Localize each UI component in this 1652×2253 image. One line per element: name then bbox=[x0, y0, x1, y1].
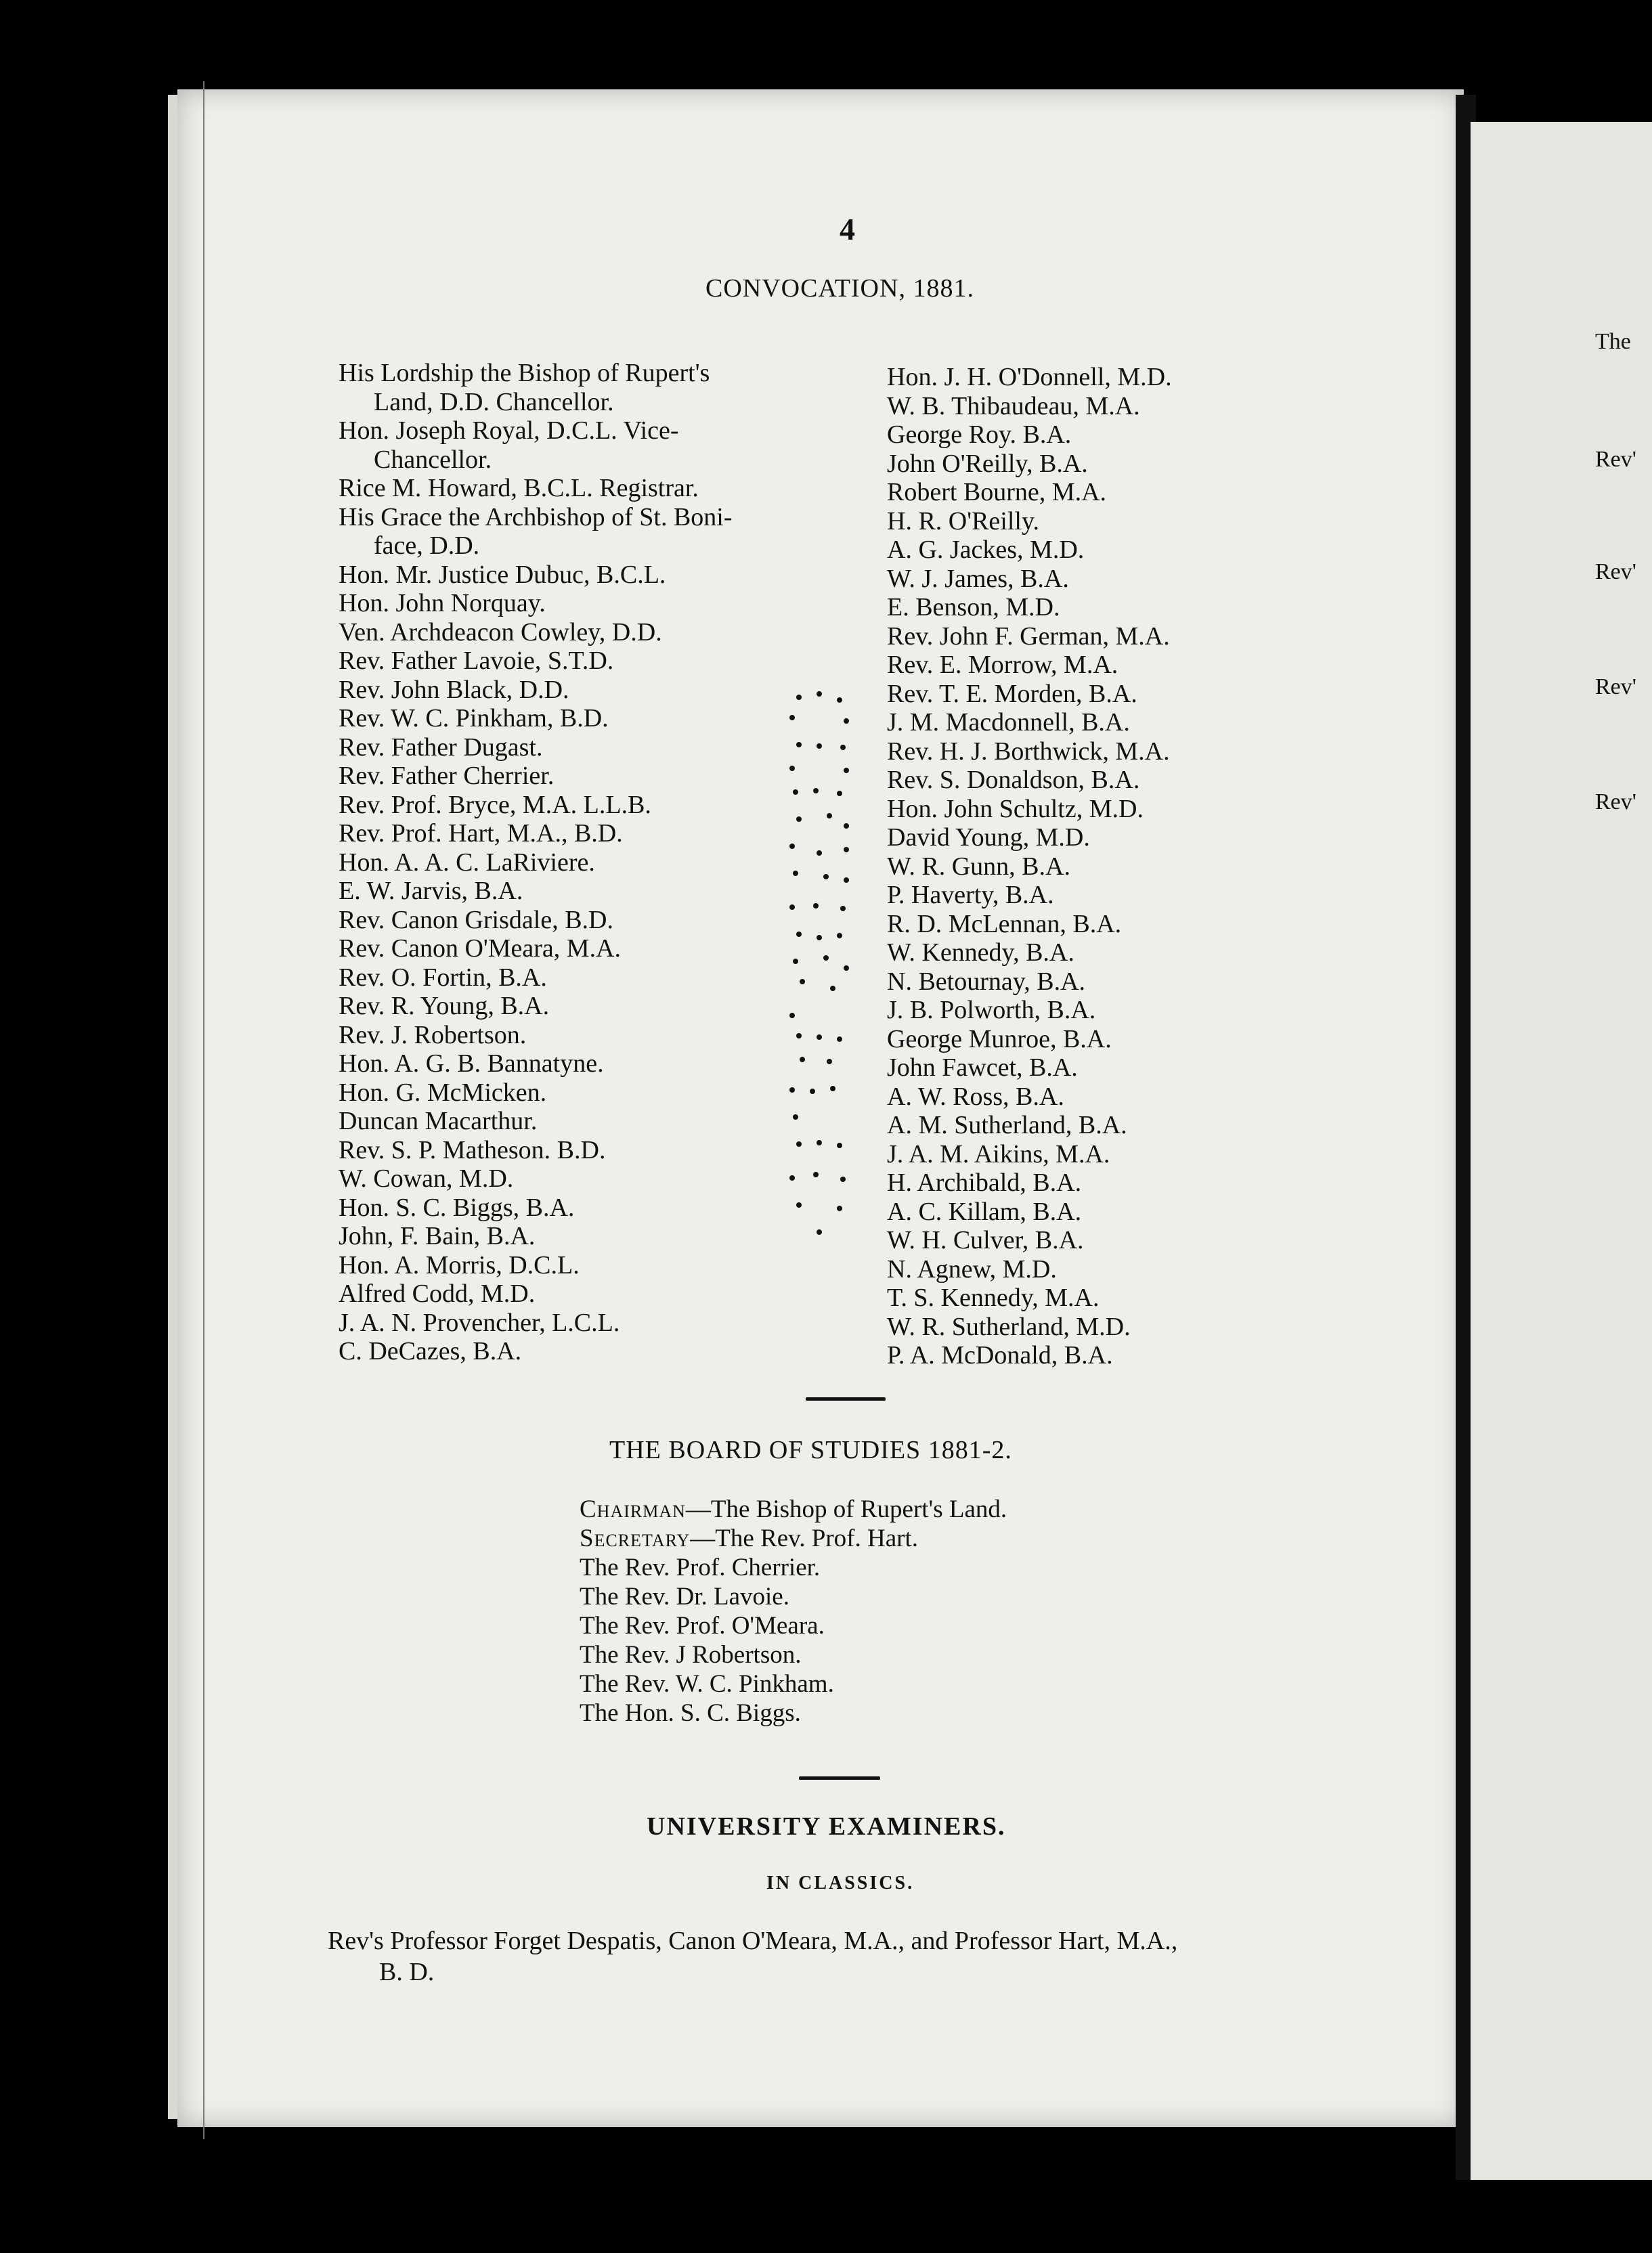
convocation-member: Hon. A. G. B. Bannatyne. bbox=[339, 1049, 604, 1078]
convocation-member: Hon. J. H. O'Donnell, M.D. bbox=[887, 363, 1172, 391]
convocation-member: R. D. McLennan, B.A. bbox=[887, 909, 1122, 938]
convocation-member: Rev. J. Robertson. bbox=[339, 1020, 527, 1049]
convocation-member: Rev. Father Dugast. bbox=[339, 732, 543, 762]
convocation-member: W. R. Sutherland, M.D. bbox=[887, 1312, 1131, 1341]
convocation-member: His Grace the Archbishop of St. Boni- bbox=[339, 502, 733, 531]
convocation-member: W. Kennedy, B.A. bbox=[887, 938, 1074, 967]
convocation-member: J. A. M. Aikins, M.A. bbox=[887, 1139, 1110, 1168]
page-number: 4 bbox=[840, 212, 855, 246]
board-of-studies-heading: THE BOARD OF STUDIES 1881-2. bbox=[609, 1436, 1012, 1464]
secretary-name: —The Rev. Prof. Hart. bbox=[690, 1525, 918, 1552]
convocation-member: Rev. Prof. Bryce, M.A. L.L.B. bbox=[339, 790, 651, 819]
board-chairman bbox=[580, 1495, 1007, 1524]
convocation-member: P. A. McDonald, B.A. bbox=[887, 1341, 1113, 1370]
convocation-member: Rev. Father Lavoie, S.T.D. bbox=[339, 647, 614, 675]
page-fold-line bbox=[203, 81, 204, 2139]
convocation-member: A. M. Sutherland, B.A. bbox=[887, 1111, 1127, 1139]
chairman-name: —The Bishop of Rupert's Land. bbox=[685, 1495, 1007, 1523]
convocation-member: Hon. Joseph Royal, D.C.L. Vice- bbox=[339, 416, 679, 445]
convocation-member: George Roy. B.A. bbox=[887, 420, 1072, 449]
convocation-member: Ven. Archdeacon Cowley, D.D. bbox=[339, 617, 662, 647]
convocation-member: A. C. Killam, B.A. bbox=[887, 1197, 1082, 1226]
convocation-member: Rev. Canon O'Meara, M.A. bbox=[339, 934, 622, 963]
convocation-member: W. Cowan, M.D. bbox=[339, 1164, 514, 1193]
convocation-member: J. B. Polworth, B.A. bbox=[887, 996, 1096, 1024]
adjacent-page bbox=[1471, 122, 1652, 2180]
board-member: The Rev. Dr. Lavoie. bbox=[580, 1583, 789, 1611]
convocation-right-column bbox=[887, 363, 1172, 1370]
convocation-member: His Lordship the Bishop of Rupert's bbox=[339, 359, 710, 387]
convocation-member: J. A. N. Provencher, L.C.L. bbox=[339, 1308, 620, 1337]
convocation-member: N. Betournay, B.A. bbox=[887, 967, 1086, 996]
convocation-member: Hon. G. McMicken. bbox=[339, 1078, 547, 1107]
convocation-member: W. H. Culver, B.A. bbox=[887, 1226, 1084, 1254]
convocation-member: W. B. Thibaudeau, M.A. bbox=[887, 391, 1140, 420]
board-member: The Rev. Prof. Cherrier. bbox=[580, 1554, 821, 1581]
chairman-label: Chairman bbox=[580, 1495, 686, 1523]
board-member: The Rev. J Robertson. bbox=[580, 1641, 802, 1669]
convocation-member: W. J. James, B.A. bbox=[887, 564, 1069, 593]
convocation-member: John, F. Bain, B.A. bbox=[339, 1222, 536, 1250]
convocation-member: A. G. Jackes, M.D. bbox=[887, 535, 1085, 564]
adjacent-page-text: Rev' bbox=[1595, 559, 1636, 584]
board-member: The Rev. Prof. O'Meara. bbox=[580, 1612, 825, 1640]
convocation-member: Robert Bourne, M.A. bbox=[887, 478, 1107, 506]
convocation-member: H. R. O'Reilly. bbox=[887, 506, 1039, 535]
section-divider bbox=[799, 1776, 880, 1780]
convocation-member: P. Haverty, B.A. bbox=[887, 881, 1054, 909]
convocation-member: Hon. S. C. Biggs, B.A. bbox=[339, 1193, 575, 1222]
convocation-member: E. Benson, M.D. bbox=[887, 593, 1060, 621]
convocation-member: Rev. R. Young, B.A. bbox=[339, 992, 550, 1020]
convocation-member: Chancellor. bbox=[374, 445, 492, 474]
convocation-member: David Young, M.D. bbox=[887, 823, 1090, 852]
convocation-member: A. W. Ross, B.A. bbox=[887, 1082, 1064, 1111]
board-members bbox=[580, 1553, 1007, 1728]
convocation-member: Duncan Macarthur. bbox=[339, 1107, 538, 1135]
adjacent-page-text: Rev' bbox=[1595, 789, 1636, 814]
convocation-member: Hon. Mr. Justice Dubuc, B.C.L. bbox=[339, 560, 666, 589]
convocation-member: Hon. A. A. C. LaRiviere. bbox=[339, 848, 595, 877]
convocation-member: Alfred Codd, M.D. bbox=[339, 1279, 536, 1308]
classics-examiners bbox=[328, 1925, 1177, 1988]
adjacent-page-text: Rev' bbox=[1595, 674, 1636, 699]
convocation-member: Rev. John F. German, M.A. bbox=[887, 621, 1170, 651]
board-member: The Hon. S. C. Biggs. bbox=[580, 1699, 801, 1727]
punch-hole-marks bbox=[779, 691, 860, 1246]
convocation-member: Hon. John Schultz, M.D. bbox=[887, 794, 1144, 823]
examiners-heading: UNIVERSITY EXAMINERS. bbox=[647, 1812, 1006, 1841]
convocation-member: John O'Reilly, B.A. bbox=[887, 449, 1088, 478]
adjacent-page-text: The bbox=[1595, 329, 1631, 354]
convocation-member: Rev. W. C. Pinkham, B.D. bbox=[339, 704, 609, 732]
convocation-member: Hon. John Norquay. bbox=[339, 589, 546, 617]
convocation-member: Land, D.D. Chancellor. bbox=[374, 387, 614, 416]
convocation-member: T. S. Kennedy, M.A. bbox=[887, 1284, 1100, 1312]
convocation-member: Rev. S. Donaldson, B.A. bbox=[887, 766, 1140, 794]
secretary-label: Secretary bbox=[580, 1525, 691, 1552]
section-divider bbox=[806, 1397, 886, 1401]
convocation-member: Hon. A. Morris, D.C.L. bbox=[339, 1250, 580, 1279]
convocation-member: Rev. O. Fortin, B.A. bbox=[339, 963, 547, 992]
convocation-member: face, D.D. bbox=[374, 531, 480, 560]
convocation-heading: CONVOCATION, 1881. bbox=[705, 274, 974, 303]
convocation-member: C. DeCazes, B.A. bbox=[339, 1337, 522, 1365]
board-of-studies-list bbox=[580, 1495, 1007, 1728]
convocation-member: Rev. Canon Grisdale, B.D. bbox=[339, 905, 613, 934]
examiners-line-2: B. D. bbox=[379, 1958, 435, 1986]
convocation-member: Rev. John Black, D.D. bbox=[339, 675, 569, 704]
convocation-member: W. R. Gunn, B.A. bbox=[887, 852, 1070, 881]
adjacent-page-text: Rev' bbox=[1595, 447, 1636, 472]
classics-subheading: IN CLASSICS. bbox=[766, 1873, 915, 1894]
convocation-member: John Fawcet, B.A. bbox=[887, 1053, 1078, 1082]
convocation-member: N. Agnew, M.D. bbox=[887, 1254, 1057, 1284]
convocation-member: H. Archibald, B.A. bbox=[887, 1168, 1082, 1197]
convocation-member: Rev. T. E. Morden, B.A. bbox=[887, 679, 1137, 708]
convocation-member: E. W. Jarvis, B.A. bbox=[339, 877, 523, 905]
convocation-member: J. M. Macdonnell, B.A. bbox=[887, 708, 1130, 737]
convocation-member: Rev. H. J. Borthwick, M.A. bbox=[887, 737, 1170, 766]
convocation-member: Rev. S. P. Matheson. B.D. bbox=[339, 1135, 606, 1164]
convocation-member: Rev. Father Cherrier. bbox=[339, 762, 555, 790]
convocation-member: Rice M. Howard, B.C.L. Registrar. bbox=[339, 474, 699, 502]
board-member: The Rev. W. C. Pinkham. bbox=[580, 1670, 834, 1698]
convocation-member: Rev. Prof. Hart, M.A., B.D. bbox=[339, 819, 623, 848]
examiners-line-1: Rev's Professor Forget Despatis, Canon O'Meara, M.A., and Professor Hart, M.A., bbox=[328, 1927, 1178, 1955]
convocation-member: Rev. E. Morrow, M.A. bbox=[887, 651, 1118, 679]
convocation-left-column bbox=[339, 359, 733, 1366]
board-secretary bbox=[580, 1524, 1007, 1553]
convocation-member: George Munroe, B.A. bbox=[887, 1024, 1112, 1053]
